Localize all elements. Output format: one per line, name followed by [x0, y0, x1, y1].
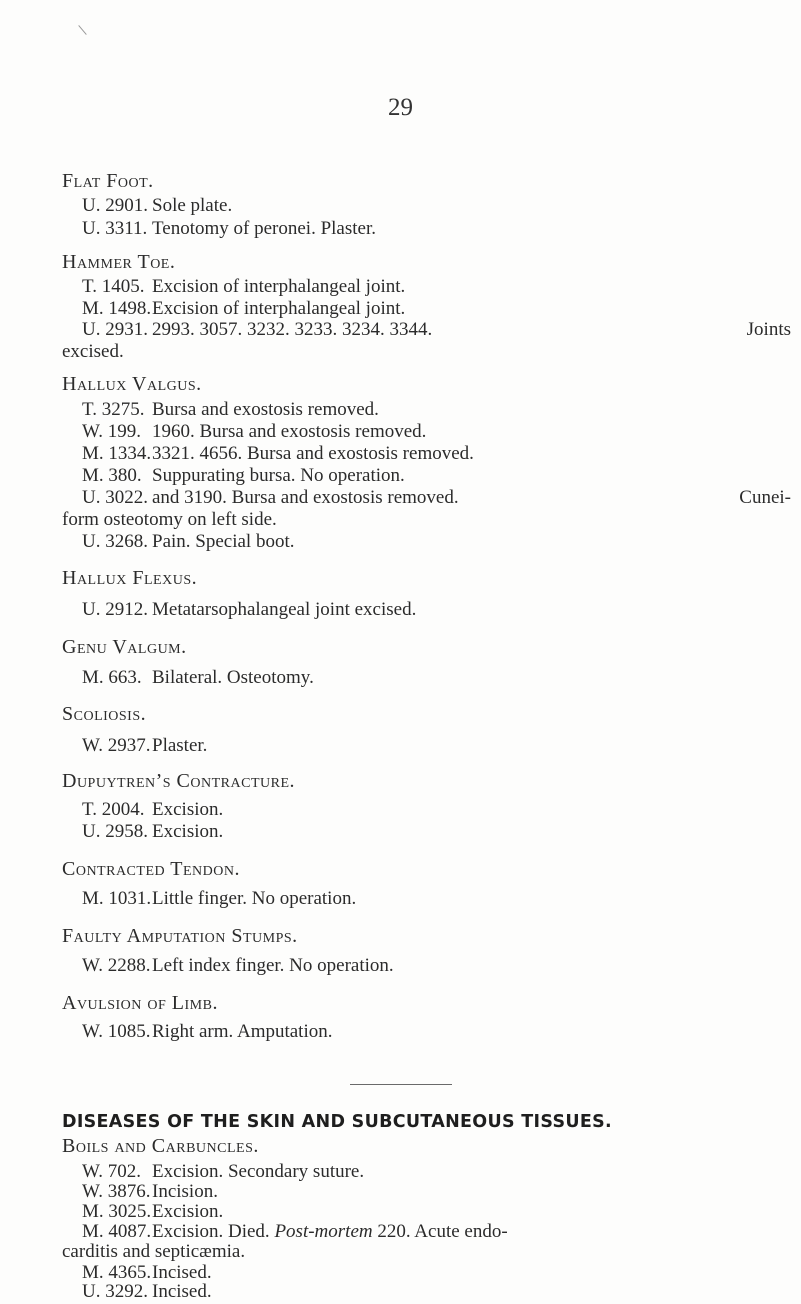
case-code: M. 380. — [82, 465, 142, 486]
entry-line — [82, 734, 207, 758]
case-text: Suppurating bursa. No operation. — [152, 465, 405, 486]
case-text: Metatarsophalangeal joint excised. — [152, 599, 417, 620]
case-text: Excision. — [152, 1200, 224, 1222]
case-text: Right arm. Amputation. — [152, 1021, 333, 1042]
heading-avulsion: Avulsion of Limb. — [62, 992, 218, 1014]
entry-line — [82, 1280, 212, 1304]
heading-faulty-amputation: Faulty Amputation Stumps. — [62, 925, 298, 947]
case-code: W. 1085. — [82, 1021, 151, 1042]
case-code: W. 199. — [82, 421, 141, 442]
case-text: 1960. Bursa and exostosis removed. — [152, 421, 427, 442]
case-text: Pain. Special boot. — [152, 531, 295, 552]
entry-line — [82, 217, 376, 241]
entry-line — [82, 666, 314, 690]
case-text: Excision. — [152, 821, 224, 842]
case-code: M. 1498. — [82, 298, 152, 319]
scan-mark — [78, 25, 86, 35]
heading-genu-valgum: Genu Valgum. — [62, 636, 187, 658]
entry-line — [82, 530, 294, 554]
case-code: U. 2912. — [82, 599, 148, 620]
entry-line — [82, 442, 474, 466]
case-text: and 3190. Bursa and exostosis removed. — [152, 487, 459, 508]
page-number: 29 — [388, 94, 413, 121]
case-code: W. 2937. — [82, 735, 151, 756]
heading-hallux-flexus: Hallux Flexus. — [62, 567, 198, 589]
case-code: M. 3025. — [82, 1200, 152, 1222]
case-code: W. 702. — [82, 1160, 141, 1182]
heading-boils-carbuncles: Boils and Carbuncles. — [62, 1135, 259, 1158]
continuation-line: carditis and septicæmia. — [62, 1241, 246, 1263]
case-text: Excision of interphalangeal joint. — [152, 298, 406, 319]
heading-dupuytren: Dupuytren’s Contracture. — [62, 770, 296, 792]
case-code: U. 2901. — [82, 195, 148, 216]
case-code: M. 1031. — [82, 888, 152, 909]
case-text: Plaster. — [152, 735, 208, 756]
heading-contracted-tendon: Contracted Tendon. — [62, 858, 240, 880]
heading-hallux-valgus: Hallux Valgus. — [62, 373, 202, 395]
entry-line — [82, 420, 426, 444]
case-text: Tenotomy of peronei. Plaster. — [152, 218, 376, 239]
case-text: Left index finger. No operation. — [152, 955, 394, 976]
heading-scoliosis: Scoliosis. — [62, 703, 147, 725]
entry-line — [82, 954, 394, 978]
case-code: M. 663. — [82, 667, 142, 688]
case-text: Little finger. No operation. — [152, 888, 357, 909]
case-code: M. 4365. — [82, 1261, 152, 1283]
case-text: 2993. 3057. 3232. 3233. 3234. 3344. — [152, 319, 433, 340]
section-divider — [350, 1084, 452, 1085]
heading-flat-foot: Flat Foot. — [62, 170, 154, 192]
entry-line — [82, 194, 232, 218]
case-text-after: 220. Acute endo- — [377, 1220, 508, 1242]
case-code: U. 3022. — [82, 487, 148, 508]
case-code: U. 3292. — [82, 1281, 148, 1303]
entry-line — [82, 1020, 333, 1044]
case-code: T. 1405. — [82, 276, 145, 297]
heading-hammer-toe: Hammer Toe. — [62, 251, 176, 273]
case-text: Bilateral. Osteotomy. — [152, 667, 314, 688]
case-text: Incised. — [152, 1281, 212, 1303]
case-code: U. 3268. — [82, 531, 148, 552]
case-code: M. 4087. — [82, 1220, 152, 1242]
entry-line — [82, 887, 356, 911]
case-code: U. 2931. — [82, 319, 148, 340]
case-text: Excision. — [152, 799, 224, 820]
entry-line — [82, 464, 405, 488]
case-text: Excision of interphalangeal joint. — [152, 276, 406, 297]
case-text: Bursa and exostosis removed. — [152, 399, 379, 420]
case-code: U. 3311. — [82, 218, 148, 239]
italic-term: Post-mortem — [274, 1220, 373, 1242]
line-tail: Joints — [746, 319, 791, 340]
case-text: Excision. Secondary suture. — [152, 1160, 365, 1182]
case-code: W. 2288. — [82, 955, 151, 976]
case-text: Sole plate. — [152, 195, 233, 216]
entry-line — [82, 318, 796, 342]
case-text: Incision. — [152, 1180, 218, 1202]
line-tail: Cunei- — [739, 487, 791, 508]
entry-line — [82, 598, 416, 622]
case-text: Incised. — [152, 1261, 212, 1283]
case-code: T. 2004. — [82, 799, 145, 820]
entry-line — [82, 798, 223, 822]
entry-line — [82, 275, 405, 299]
entry-line — [82, 398, 379, 422]
entry-line — [82, 820, 223, 844]
case-code: M. 1334. — [82, 443, 152, 464]
case-code: W. 3876. — [82, 1180, 151, 1202]
case-code: U. 2958. — [82, 821, 148, 842]
section-title-skin: DISEASES OF THE SKIN AND SUBCUTANEOUS TISSUES. — [62, 1112, 612, 1133]
entry-line — [82, 486, 796, 510]
case-text: 3321. 4656. Bursa and exostosis removed. — [152, 443, 474, 464]
continuation-line: excised. — [62, 341, 124, 362]
case-text: Excision. Died. — [152, 1220, 270, 1242]
case-code: T. 3275. — [82, 399, 145, 420]
continuation-line: form osteotomy on left side. — [62, 509, 277, 530]
